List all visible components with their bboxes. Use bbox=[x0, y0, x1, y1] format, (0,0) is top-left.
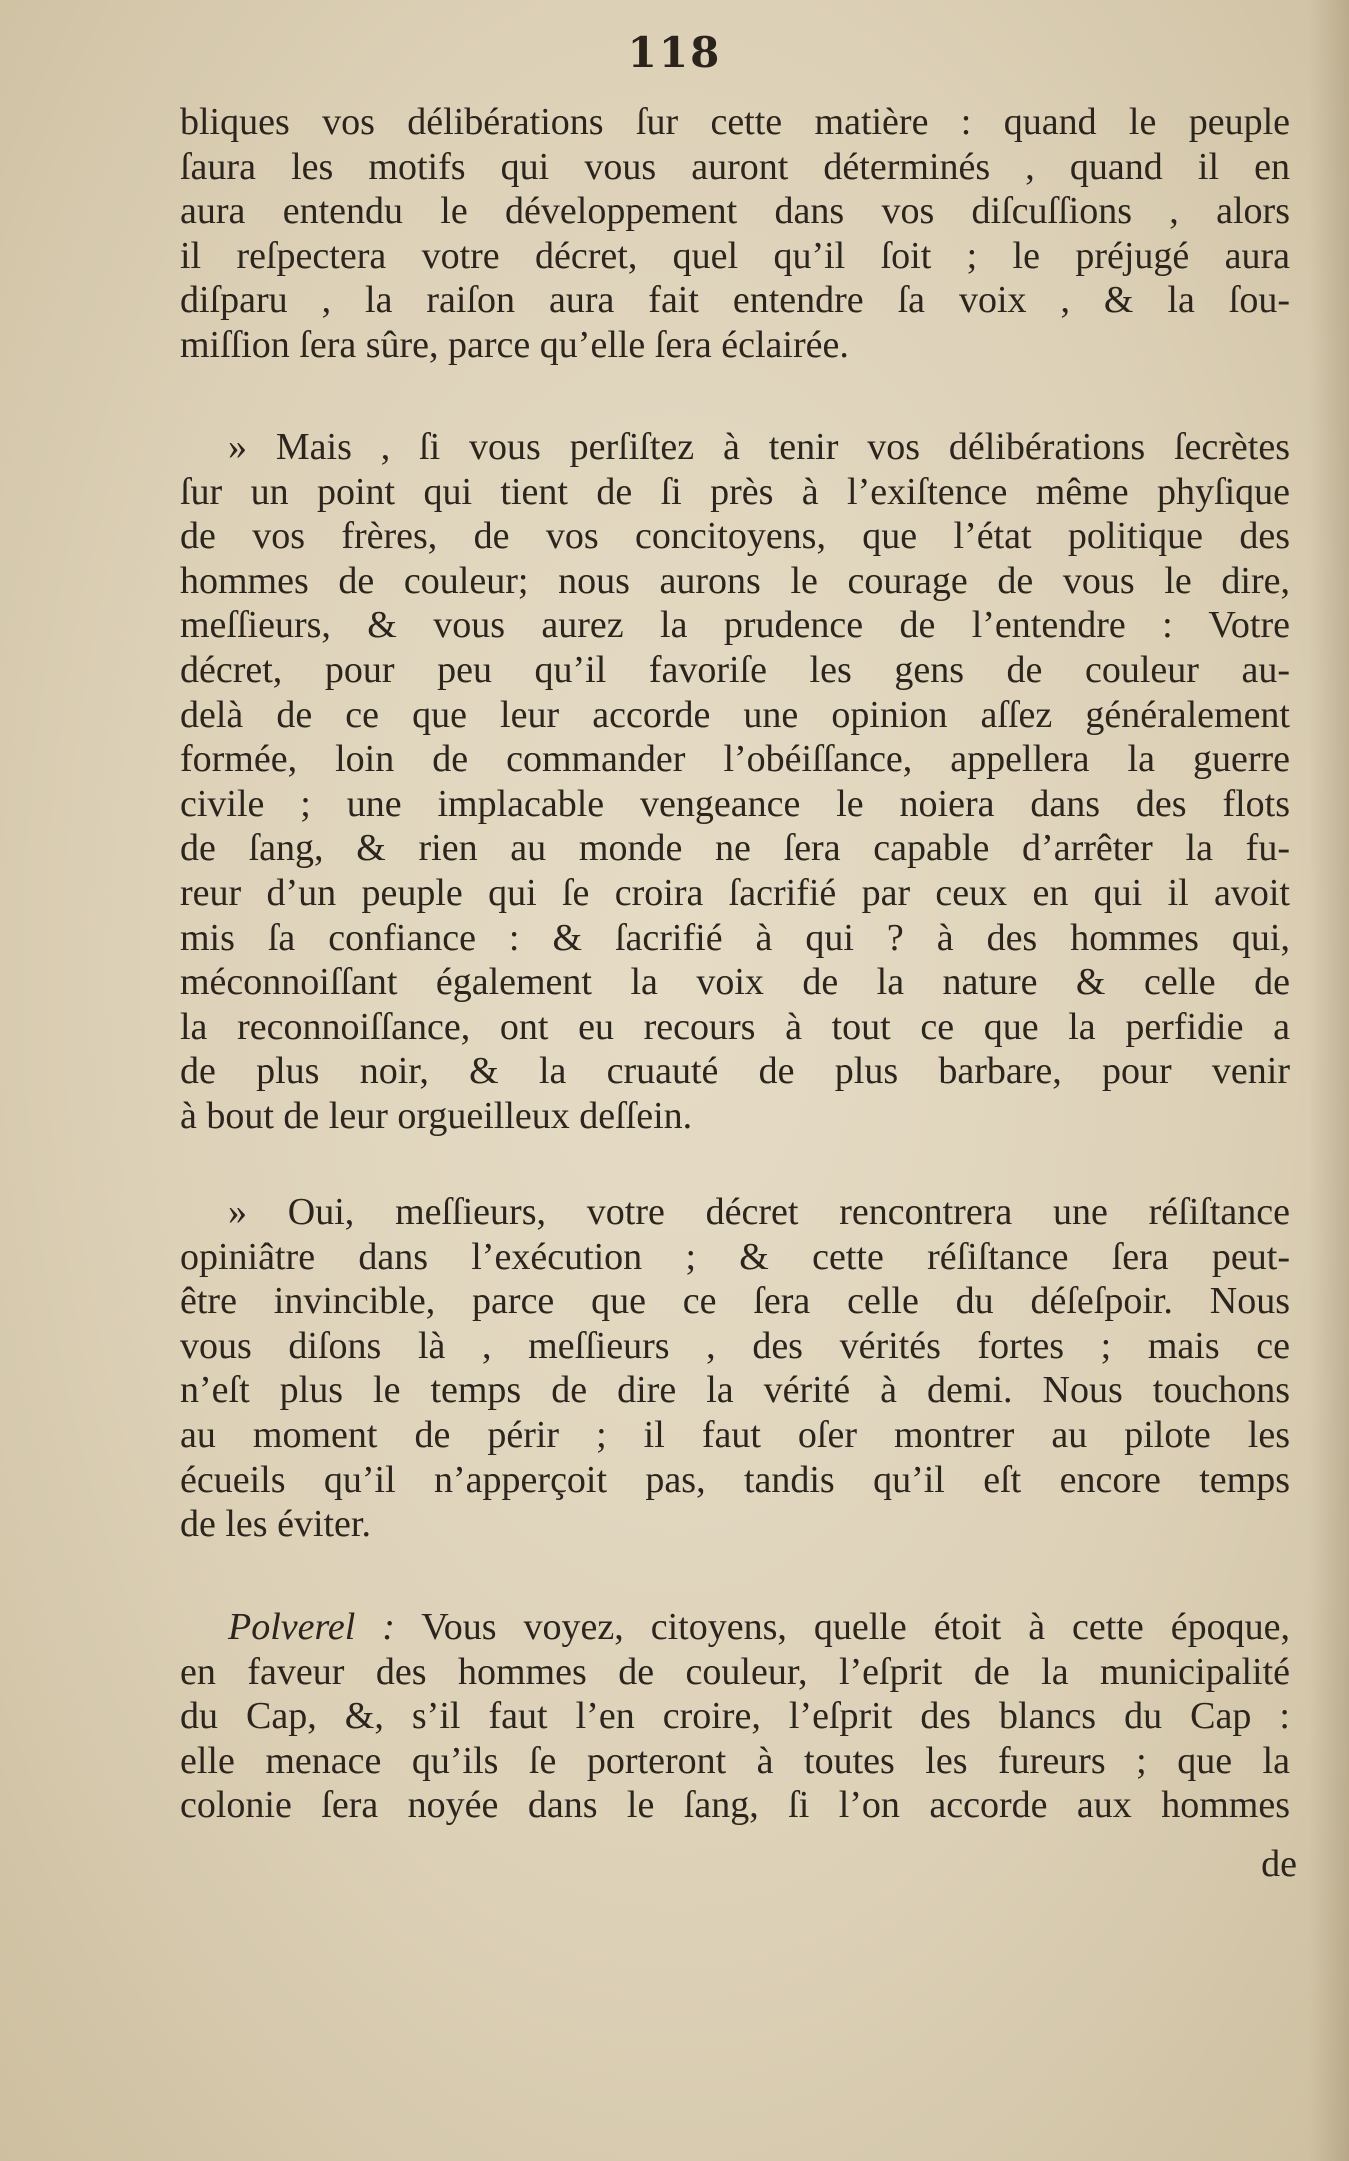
text-line: il reſpectera votre décret, quel qu’il ſoit ; le préjugé aura bbox=[180, 234, 1290, 277]
text-line: du Cap, &, s’il faut l’en croire, l’eſprit des blancs du Cap : bbox=[180, 1695, 1290, 1738]
speaker-name: Polverel : bbox=[228, 1606, 395, 1648]
text-line: » Oui, meſſieurs, votre décret rencontrera une réſiſtance bbox=[228, 1191, 1290, 1233]
text-line: miſſion ſera sûre, parce qu’elle ſera éclairée. bbox=[180, 323, 849, 366]
text-line: être invincible, parce que ce ſera celle du déſeſpoir. Nous bbox=[180, 1280, 1290, 1323]
text-line: mis ſa confiance : & ſacrifié à qui ? à des hommes qui, bbox=[180, 916, 1290, 959]
text-line: ſaura les motifs qui vous auront déterminés , quand il en bbox=[180, 145, 1290, 188]
text-line: la reconnoiſſance, ont eu recours à tout ce que la perfidie a bbox=[180, 1005, 1290, 1048]
text-line: meſſieurs, & vous aurez la prudence de l’entendre : Votre bbox=[180, 604, 1290, 647]
text-line: de les éviter. bbox=[180, 1503, 371, 1546]
text-line: au moment de périr ; il faut oſer montrer au pilote les bbox=[180, 1413, 1290, 1456]
paragraph-4 bbox=[180, 1605, 1290, 1828]
text-line: à bout de leur orgueilleux deſſein. bbox=[180, 1094, 693, 1137]
text-line: diſparu , la raiſon aura fait entendre ſa voix , & la ſou- bbox=[180, 279, 1290, 322]
paragraph-2 bbox=[180, 425, 1290, 1139]
paragraph-3 bbox=[180, 1190, 1290, 1547]
text-line: écueils qu’il n’apperçoit pas, tandis qu’il eſt encore temps bbox=[180, 1458, 1290, 1501]
text-line: reur d’un peuple qui ſe croira ſacrifié par ceux en qui il avoit bbox=[180, 871, 1290, 914]
speaker-text: Vous voyez, citoyens, quelle étoit à cette époque, bbox=[421, 1606, 1290, 1648]
page-number: 118 bbox=[627, 28, 722, 77]
text-line: décret, pour peu qu’il favoriſe les gens de couleur au- bbox=[180, 648, 1290, 691]
text-line: civile ; une implacable vengeance le noiera dans des flots bbox=[180, 782, 1290, 825]
text-line: colonie ſera noyée dans le ſang, ſi l’on accorde aux hommes bbox=[180, 1784, 1290, 1827]
catchword: de bbox=[1261, 1843, 1297, 1885]
text-line: opiniâtre dans l’exécution ; & cette réſiſtance ſera peut- bbox=[180, 1235, 1290, 1278]
text-line: elle menace qu’ils ſe porteront à toutes les fureurs ; que la bbox=[180, 1739, 1290, 1782]
text-line: delà de ce que leur accorde une opinion aſſez généralement bbox=[180, 693, 1290, 736]
text-line: hommes de couleur; nous aurons le courage de vous le dire, bbox=[180, 559, 1290, 602]
text-line: ſur un point qui tient de ſi près à l’exiſtence même phyſique bbox=[180, 470, 1290, 513]
text-line: vous diſons là , meſſieurs , des vérités fortes ; mais ce bbox=[180, 1324, 1290, 1367]
text-line: formée, loin de commander l’obéiſſance, appellera la guerre bbox=[180, 738, 1290, 781]
paragraph-1 bbox=[180, 100, 1290, 368]
text-line: de vos frères, de vos concitoyens, que l’état politique des bbox=[180, 515, 1290, 558]
text-line: de ſang, & rien au monde ne ſera capable d’arrêter la fu- bbox=[180, 827, 1290, 870]
text-line: aura entendu le développement dans vos diſcuſſions , alors bbox=[180, 190, 1290, 233]
page-edge-shadow bbox=[1309, 0, 1349, 2161]
text-line: bliques vos délibérations ſur cette matière : quand le peuple bbox=[180, 101, 1290, 143]
text-line: méconnoiſſant également la voix de la nature & celle de bbox=[180, 961, 1290, 1004]
text-line bbox=[180, 1605, 1290, 1650]
text-line: » Mais , ſi vous perſiſtez à tenir vos délibérations ſecrètes bbox=[228, 426, 1290, 468]
text-line: en faveur des hommes de couleur, l’eſprit de la municipalité bbox=[180, 1650, 1290, 1693]
text-line: n’eſt plus le temps de dire la vérité à demi. Nous touchons bbox=[180, 1369, 1290, 1412]
text-line: de plus noir, & la cruauté de plus barbare, pour venir bbox=[180, 1050, 1290, 1093]
